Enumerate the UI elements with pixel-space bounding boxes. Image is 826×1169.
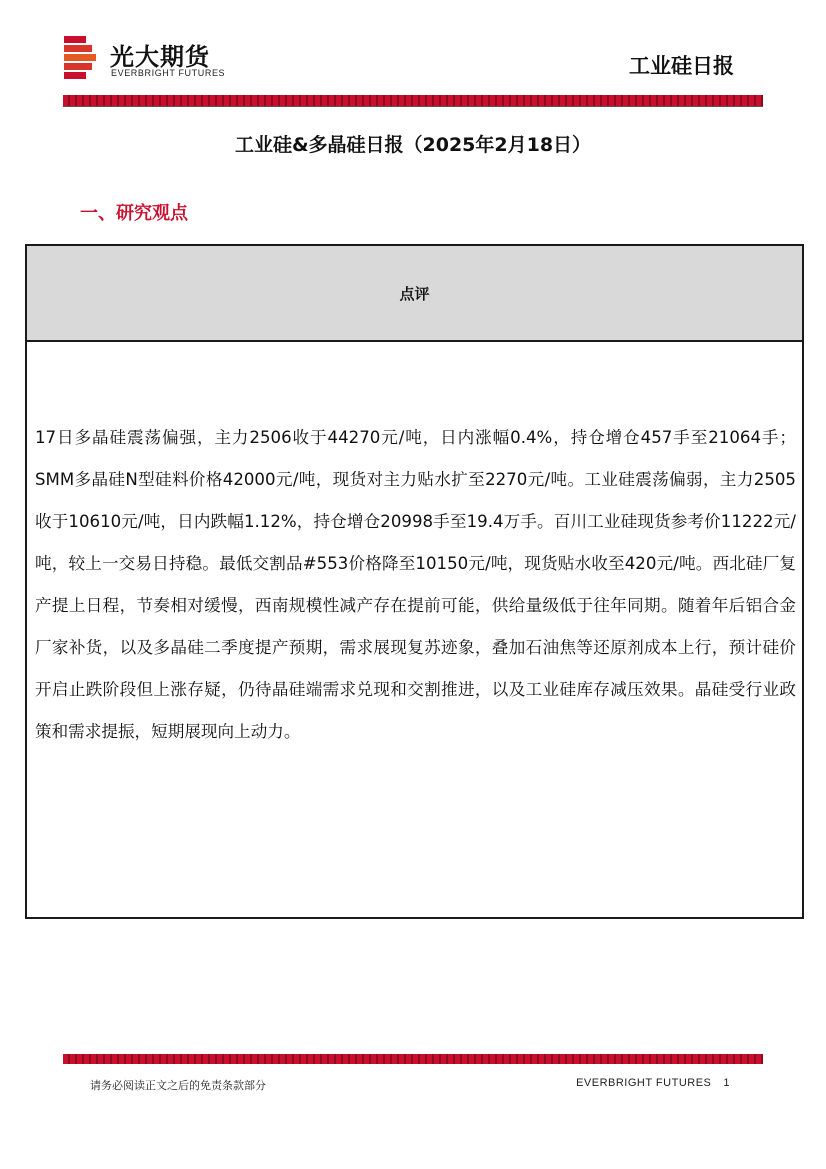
panel-body-text: 17日多晶硅震荡偏强，主力2506收于44270元/吨，日内涨幅0.4%，持仓增仓457手至21064手；SMM多晶硅N型硅料价格42000元/吨，现货对主力贴水扩至2270元/吨。工业硅震荡偏弱，主力2505收于10610元/吨，日内跌幅1.12%，持仓增仓20998手至19.4万手。百川工业硅现货参考价11222元/吨，较上一交易日持稳。最低交割品#553价格降至10150元/吨，现货贴水收至420元/吨。西北硅厂复产提上日程，节奏相对缓慢，西南规模性减产存在提前可能，供给量级低于往年同期。随着年后铝合金厂家补货，以及多晶硅二季度提产预期，需求展现复苏迹象，叠加石油焦等还原剂成本上行，预计硅价开启止跌阶段但上涨存疑，仍待晶硅端需求兑现和交割推进，以及工业硅库存减压效果。晶硅受行业政策和需求提振，短期展现向上动力。: [35, 428, 796, 741]
footer-disclaimer: 请务必阅读正文之后的免责条款部分: [90, 1079, 266, 1092]
page-number: 1: [723, 1077, 730, 1089]
logo-name-cn: 光大期货: [110, 43, 210, 71]
commentary-panel: [25, 244, 804, 919]
header-divider-rule: [63, 106, 763, 107]
logo-name-en: EVERBRIGHT FUTURES: [111, 68, 226, 78]
footer-brand: [576, 1077, 730, 1089]
company-logo: [64, 36, 239, 82]
document-type-label: 工业硅日报: [629, 54, 734, 78]
panel-header: 点评: [27, 246, 802, 342]
report-title: 工业硅&多晶硅日报（2025年2月18日）: [234, 134, 592, 156]
everbright-logo-icon: [64, 36, 98, 80]
footer-divider-band: [63, 1054, 763, 1064]
footer-brand-text: EVERBRIGHT FUTURES: [576, 1077, 712, 1089]
section-heading: 一、研究观点: [80, 203, 188, 224]
